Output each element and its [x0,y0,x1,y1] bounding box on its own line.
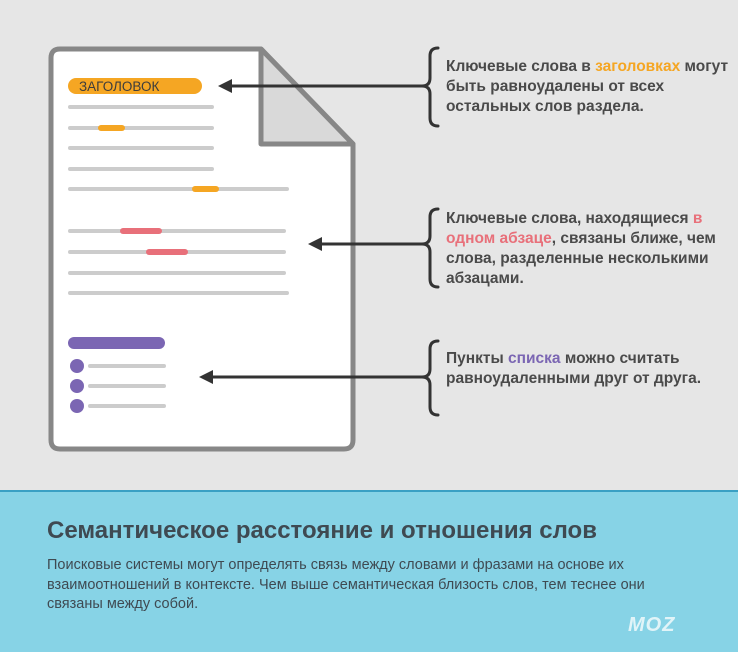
callout-headings [446,57,736,117]
callout-3-after: можно считать равноудаленными друг от друга. [446,350,702,387]
callout-1-after: могут быть равноудалены от всех остальных слов раздела. [446,58,729,115]
list-bullet [70,399,84,413]
brace-2 [422,209,438,287]
brace-1 [422,48,438,126]
callout-1-before: Ключевые слова в [446,58,596,75]
callout-1-highlight: заголовках [595,58,681,75]
callout-3-highlight: списка [508,350,561,367]
braces [422,48,438,415]
heading-pill-label: ЗАГОЛОВОК [79,79,160,94]
footer-title: Семантическое расстояние и отношения слов [47,517,597,544]
list-heading-bar [68,337,165,349]
moz-logo: MOZ [628,614,676,636]
callout-2-after: , связаны ближе, чем слова, разделенные несколькими абзацами. [446,230,716,287]
list-bullet [70,359,84,373]
document-fold [261,49,353,144]
brace-3 [422,341,438,415]
callout-list [446,349,736,389]
callout-2-highlight: в одном абзаце [446,210,703,247]
list-bullet [70,379,84,393]
callout-3-before: Пункты [446,350,509,367]
footer-description: Поисковые системы могут определять связь между словами и фразами на основе их взаимоотношений в контексте. Чем выше семантическая близость слов, тем теснее они связаны между собой. [47,557,645,612]
callout-paragraph [446,209,736,289]
callout-2-before: Ключевые слова, находящиеся [446,210,693,227]
